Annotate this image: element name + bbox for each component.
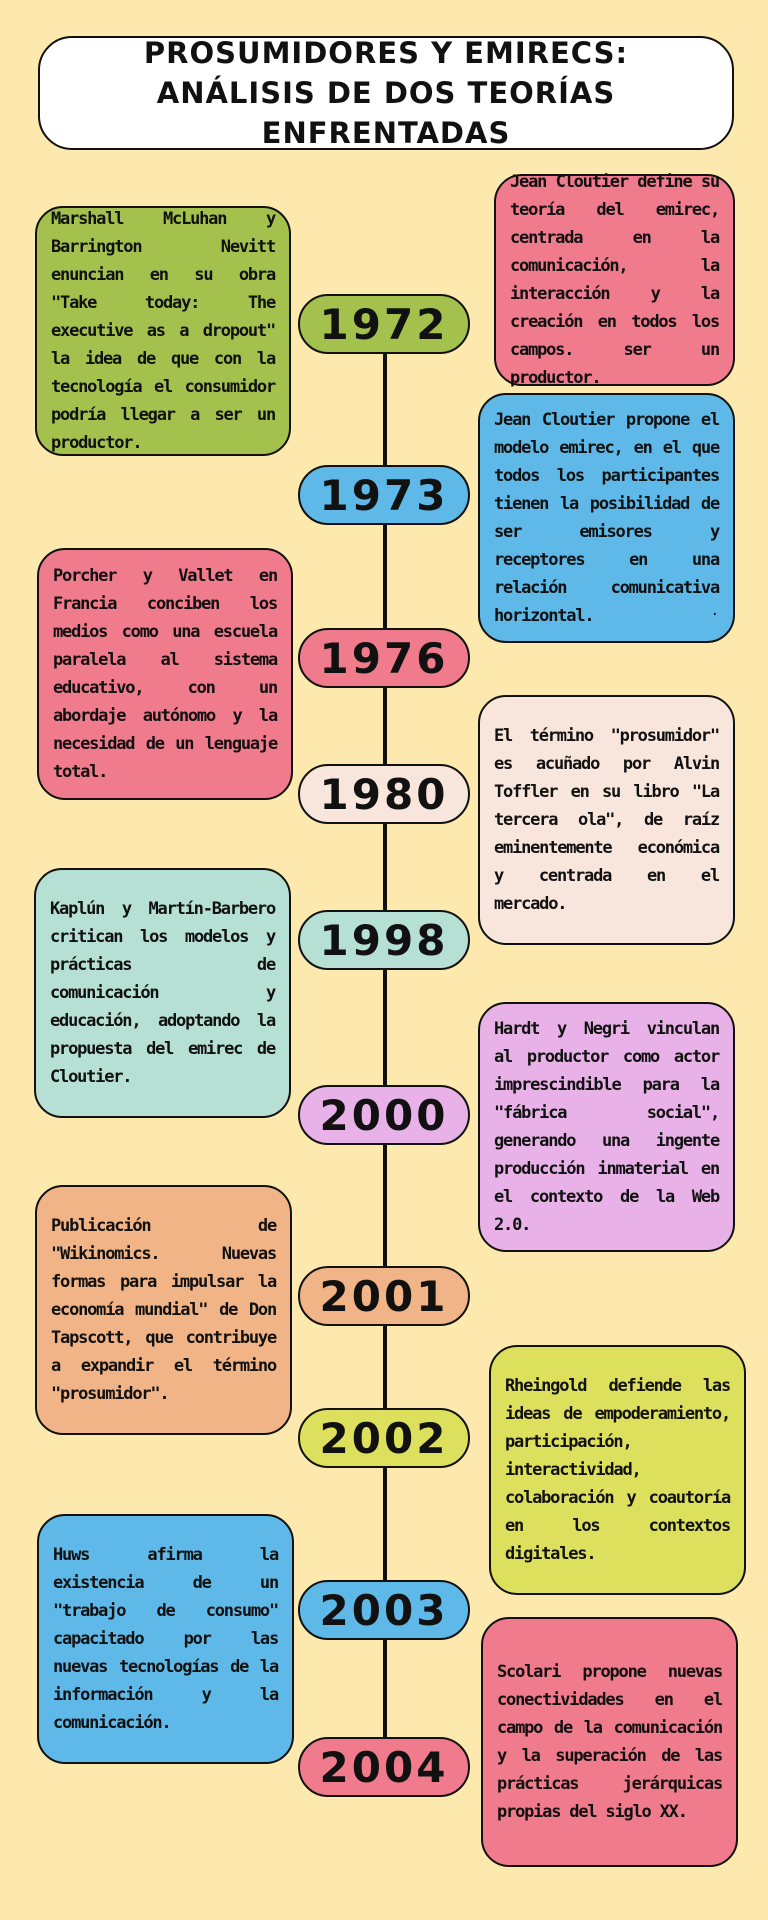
year-2003: 2003 bbox=[298, 1580, 470, 1640]
year-1973: 1973 bbox=[298, 465, 470, 525]
event-text: Porcher y Vallet en Francia conciben los medios como una escuela paralela al sistema educativo, con un abordaje autónomo y la necesidad de un lenguaje total. bbox=[53, 566, 277, 782]
year-1980: 1980 bbox=[298, 764, 470, 824]
event-text: Marshall McLuhan y Barrington Nevitt enuncian en su obra "Take today: The executive as a dropout" la idea de que con la tecnología el consumidor podría llegar a ser un productor. bbox=[51, 209, 275, 453]
event-card-hardt-negri bbox=[478, 1002, 735, 1252]
year-1976: 1976 bbox=[298, 628, 470, 688]
event-card-scolari bbox=[481, 1617, 738, 1867]
event-card-cloutier-define bbox=[494, 174, 735, 386]
event-text: Jean Cloutier define su teoría del emirec, centrada en la comunicación, la interacción y la creación en todos los campos. ser un productor. bbox=[510, 172, 719, 388]
timeline-axis bbox=[383, 325, 387, 1765]
event-card-mcluhan bbox=[35, 206, 291, 456]
year-2000: 2000 bbox=[298, 1085, 470, 1145]
event-card-cloutier-propone bbox=[478, 393, 735, 643]
event-card-huws bbox=[37, 1514, 294, 1764]
year-1972: 1972 bbox=[298, 294, 470, 354]
event-card-kaplun bbox=[34, 868, 291, 1118]
event-text: Huws afirma la existencia de un "trabajo de consumo" capacitado por las nuevas tecnologías de la información y la comunicación. bbox=[53, 1545, 278, 1733]
year-2001: 2001 bbox=[298, 1266, 470, 1326]
event-text: Scolari propone nuevas conectividades en el campo de la comunicación y la superación de las prácticas jerárquicas propias del siglo XX. bbox=[497, 1662, 722, 1822]
event-text: Jean Cloutier propone el modelo emirec, en el que todos los participantes tienen la posibilidad de ser emisores y receptores en una relación comunicativa horizontal. bbox=[494, 410, 719, 626]
year-2002: 2002 bbox=[298, 1408, 470, 1468]
stray-mark: . bbox=[710, 603, 719, 619]
event-text: Rheingold defiende las ideas de empoderamiento, participación, interactividad, colaboración y coautoría en los contextos digitales. bbox=[505, 1376, 730, 1564]
year-1998: 1998 bbox=[298, 910, 470, 970]
title-banner bbox=[38, 36, 734, 150]
event-text: Publicación de "Wikinomics. Nuevas formas para impulsar la economía mundial" de Don Tapscott, que contribuye a expandir el término "prosumidor". bbox=[51, 1216, 276, 1404]
event-card-tapscott bbox=[35, 1185, 292, 1435]
event-text: El término "prosumidor" es acuñado por Alvin Toffler en su libro "La tercera ola", de raíz eminentemente económica y centrada en el mercado. bbox=[494, 726, 719, 914]
event-text: Hardt y Negri vinculan al productor como actor imprescindible para la "fábrica social", generando una ingente producción inmaterial en el contexto de la Web 2.0. bbox=[494, 1019, 719, 1235]
event-card-toffler bbox=[478, 695, 735, 945]
year-2004: 2004 bbox=[298, 1737, 470, 1797]
event-text: Kaplún y Martín-Barbero critican los modelos y prácticas de comunicación y educación, adoptando la propuesta del emirec de Cloutier. bbox=[50, 899, 275, 1087]
event-card-rheingold bbox=[489, 1345, 746, 1595]
page-title: PROSUMIDORES Y EMIRECS: ANÁLISIS DE DOS TEORÍAS ENFRENTADAS bbox=[143, 36, 629, 150]
event-card-porcher-vallet bbox=[37, 548, 293, 800]
